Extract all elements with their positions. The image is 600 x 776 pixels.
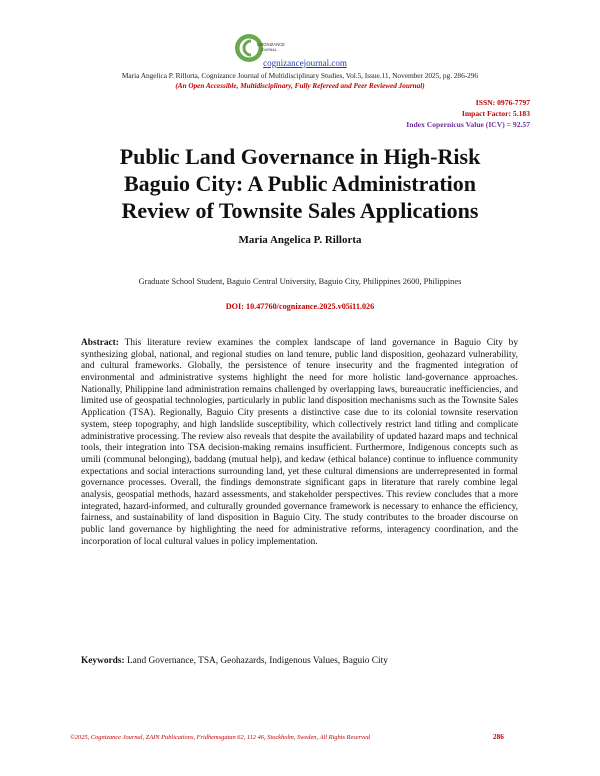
title-line-3: Review of Townsite Sales Applications	[121, 198, 479, 223]
author-name: Maria Angelica P. Rillorta	[238, 234, 362, 246]
keywords	[81, 655, 518, 667]
abstract-text: This literature review examines the complex landscape of land governance in Baguio City by synthesizing global, national, and regional studies on land tenure, public land disposition, geohazard vulnerability, and cultural frameworks. Globally, the persistence of tenure insecurity and the fragmented integration of environmental and administrative systems highlight the need for more holistic land-governance approaches. Nationally, Philippine land administration remains challenged by overlapping laws, bureaucratic inefficiencies, and limited use of geospatial technologies, particularly in public land disposition mechanisms such as the Townsite Sales Application (TSA). Regionally, Baguio City presents a distinctive case due to its colonial townsite reservation system, steep topography, and high landslide susceptibility, which collectively restrict land titling and complicate administrative processing. The review also reveals that despite the availability of updated hazard maps and technical tools, their integration into TSA decision-making remains insufficient. Furthermore, Indigenous concepts such as umili (communal belonging), baddang (mutual help), and kedaw (ethical balance) continue to influence community expectations and social interactions surrounding land, yet these cultural dimensions are underrepresented in formal governance processes. Overall, the findings demonstrate significant gaps in literature that rarely combine legal analysis, geospatial methods, hazard assessments, and stakeholder perspectives. This review concludes that a more integrated, hazard-informed, and culturally grounded governance framework is necessary to enhance the efficiency, fairness, and sustainability of land disposition in Baguio City. The study contributes to the broader discourse on public land governance by highlighting the need for administrative reforms, interagency coordination, and the incorporation of local cultural values in policy implementation.	[81, 338, 518, 547]
title-line-1: Public Land Governance in High-Risk	[119, 144, 481, 169]
index-copernicus-value: Index Copernicus Value (ICV) = 92.57	[406, 120, 530, 129]
logo-text-line2: JOURNAL	[260, 48, 277, 52]
abstract-label: Abstract:	[81, 338, 125, 348]
page-number: 286	[493, 733, 504, 741]
logo-text-line1: COGNIZANCE	[257, 42, 285, 47]
issn: ISSN: 0976-7797	[475, 98, 530, 107]
author-affiliation: Graduate School Student, Baguio Central University, Baguio City, Philippines 2600, Philippines	[138, 277, 462, 286]
footer-copyright: ©2025, Cognizance Journal, ZAIN Publications, Fridhemsgatan 62, 112 46, Stockholm, Sweden, All Rights Reserved	[70, 734, 370, 741]
keywords-text: Land Governance, TSA, Geohazards, Indigenous Values, Baguio City	[126, 656, 388, 666]
journal-metrics	[406, 97, 530, 130]
keywords-label: Keywords:	[81, 656, 127, 666]
impact-factor: Impact Factor: 5.183	[461, 109, 530, 118]
doi-link[interactable]: DOI: 10.47760/cognizance.2025.v05i11.026	[225, 302, 375, 311]
open-access-note: (An Open Accessible, Multidisciplinary, Fully Refereed and Peer Reviewed Journal)	[175, 82, 425, 90]
title-line-2: Baguio City: A Public Administration	[123, 171, 477, 196]
journal-website-link[interactable]: cognizancejournal.com	[263, 58, 347, 68]
citation-line: Maria Angelica P. Rillorta, Cognizance Journal of Multidisciplinary Studies, Vol.5, Issue.11, November 2025, pg. 286-296	[121, 71, 479, 80]
paper-title	[60, 143, 540, 224]
abstract	[81, 338, 518, 548]
